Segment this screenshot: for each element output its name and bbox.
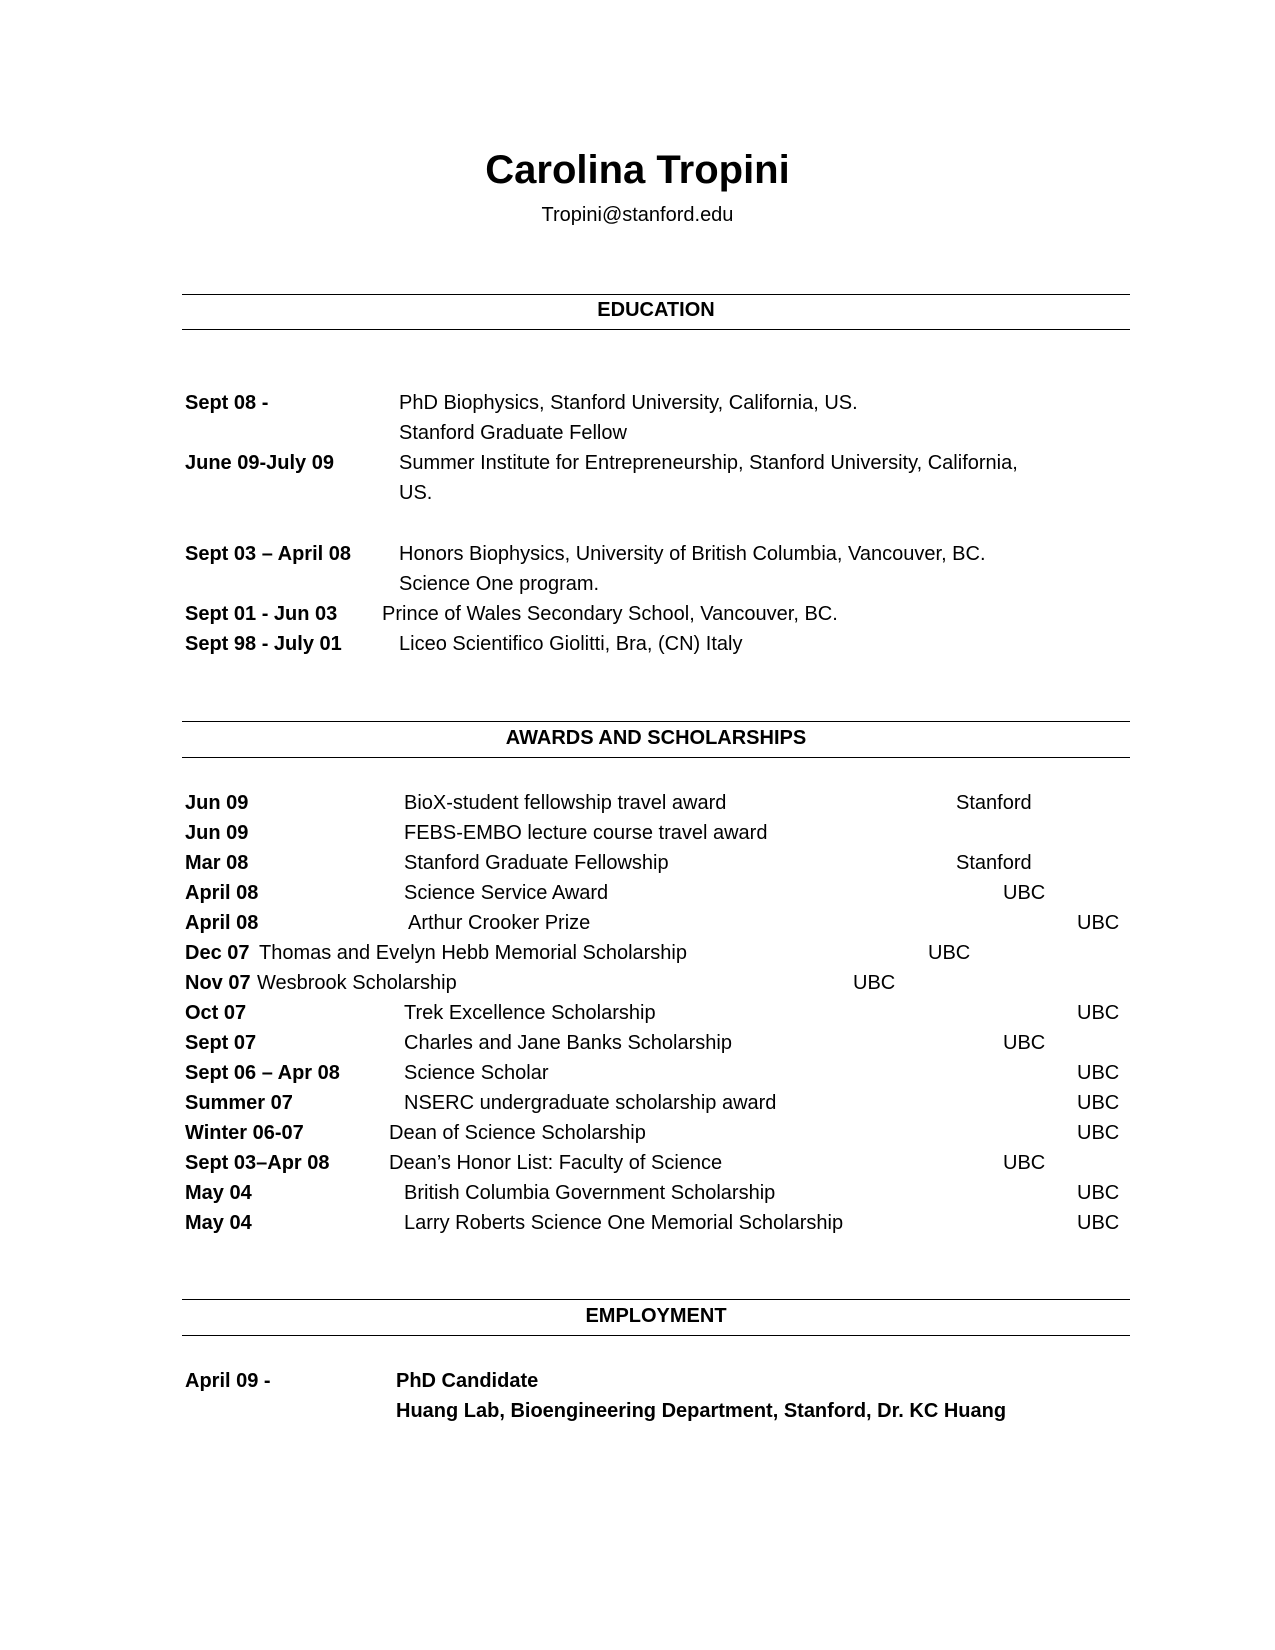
award-name: FEBS-EMBO lecture course travel award <box>404 822 768 844</box>
section-rule-top <box>182 1299 1130 1300</box>
award-name: Larry Roberts Science One Memorial Scholarship <box>404 1212 844 1234</box>
employment-date: April 09 - <box>185 1370 271 1392</box>
education-detail: Stanford Graduate Fellow <box>399 422 627 444</box>
award-date: Sept 07 <box>185 1032 257 1054</box>
education-date: Sept 03 – April 08 <box>185 543 351 565</box>
award-date: Mar 08 <box>185 852 249 874</box>
award-name: NSERC undergraduate scholarship award <box>404 1092 777 1114</box>
education-detail: Liceo Scientifico Giolitti, Bra, (CN) Italy <box>399 633 743 655</box>
education-detail: Science One program. <box>399 573 600 595</box>
award-name: Thomas and Evelyn Hebb Memorial Scholarship <box>259 942 687 964</box>
section-rule-top <box>182 721 1130 722</box>
award-date: April 08 <box>185 912 259 934</box>
award-date: Summer 07 <box>185 1092 293 1114</box>
section-rule-bottom <box>182 329 1130 330</box>
award-institution: UBC <box>1077 1182 1120 1204</box>
award-institution: UBC <box>1077 1002 1120 1024</box>
education-detail: Prince of Wales Secondary School, Vancouver, BC. <box>382 603 838 625</box>
award-name: Science Service Award <box>404 882 609 904</box>
award-name: Wesbrook Scholarship <box>257 972 457 994</box>
award-date: Oct 07 <box>185 1002 247 1024</box>
award-institution: Stanford <box>956 852 1032 874</box>
award-date: Sept 03–Apr 08 <box>185 1152 330 1174</box>
award-date: Jun 09 <box>185 792 249 814</box>
award-name: Dean’s Honor List: Faculty of Science <box>389 1152 723 1174</box>
education-date: Sept 98 - July 01 <box>185 633 342 655</box>
candidate-name: Carolina Tropini <box>485 148 790 192</box>
award-institution: UBC <box>1003 1152 1046 1174</box>
award-institution: UBC <box>928 942 971 964</box>
award-date: Dec 07 <box>185 942 250 964</box>
award-institution: Stanford <box>956 792 1032 814</box>
education-detail: PhD Biophysics, Stanford University, California, US. <box>399 392 858 414</box>
section-rule-top <box>182 294 1130 295</box>
award-date: Nov 07 <box>185 972 251 994</box>
award-institution: UBC <box>1077 1122 1120 1144</box>
section-rule-bottom <box>182 1335 1130 1336</box>
award-name: BioX-student fellowship travel award <box>404 792 727 814</box>
award-date: May 04 <box>185 1212 252 1234</box>
employment-position: PhD Candidate <box>396 1370 539 1392</box>
section-title-awards: AWARDS AND SCHOLARSHIPS <box>505 727 807 749</box>
award-institution: UBC <box>1003 1032 1046 1054</box>
award-institution: UBC <box>853 972 896 994</box>
education-date: Sept 01 - Jun 03 <box>185 603 338 625</box>
award-institution: UBC <box>1077 912 1120 934</box>
section-title-employment: EMPLOYMENT <box>585 1305 727 1327</box>
education-date: June 09-July 09 <box>185 452 334 474</box>
award-institution: UBC <box>1077 1062 1120 1084</box>
section-title-education: EDUCATION <box>597 299 715 321</box>
award-name: Trek Excellence Scholarship <box>404 1002 656 1024</box>
section-rule-bottom <box>182 757 1130 758</box>
award-name: Dean of Science Scholarship <box>389 1122 646 1144</box>
award-name: Science Scholar <box>404 1062 549 1084</box>
award-name: British Columbia Government Scholarship <box>404 1182 776 1204</box>
award-institution: UBC <box>1077 1212 1120 1234</box>
award-institution: UBC <box>1003 882 1046 904</box>
award-date: Winter 06-07 <box>185 1122 304 1144</box>
award-name: Stanford Graduate Fellowship <box>404 852 669 874</box>
employment-affiliation: Huang Lab, Bioengineering Department, Stanford, Dr. KC Huang <box>396 1400 1007 1422</box>
award-date: Sept 06 – Apr 08 <box>185 1062 340 1084</box>
education-detail: Honors Biophysics, University of British Columbia, Vancouver, BC. <box>399 543 986 565</box>
education-detail: Summer Institute for Entrepreneurship, Stanford University, California, <box>399 452 1018 474</box>
award-date: Jun 09 <box>185 822 249 844</box>
award-name: Charles and Jane Banks Scholarship <box>404 1032 732 1054</box>
education-detail: US. <box>399 482 433 504</box>
award-institution: UBC <box>1077 1092 1120 1114</box>
award-date: April 08 <box>185 882 259 904</box>
award-date: May 04 <box>185 1182 252 1204</box>
candidate-email[interactable]: Tropini@stanford.edu <box>541 204 734 226</box>
education-date: Sept 08 - <box>185 392 269 414</box>
award-name: Arthur Crooker Prize <box>408 912 591 934</box>
